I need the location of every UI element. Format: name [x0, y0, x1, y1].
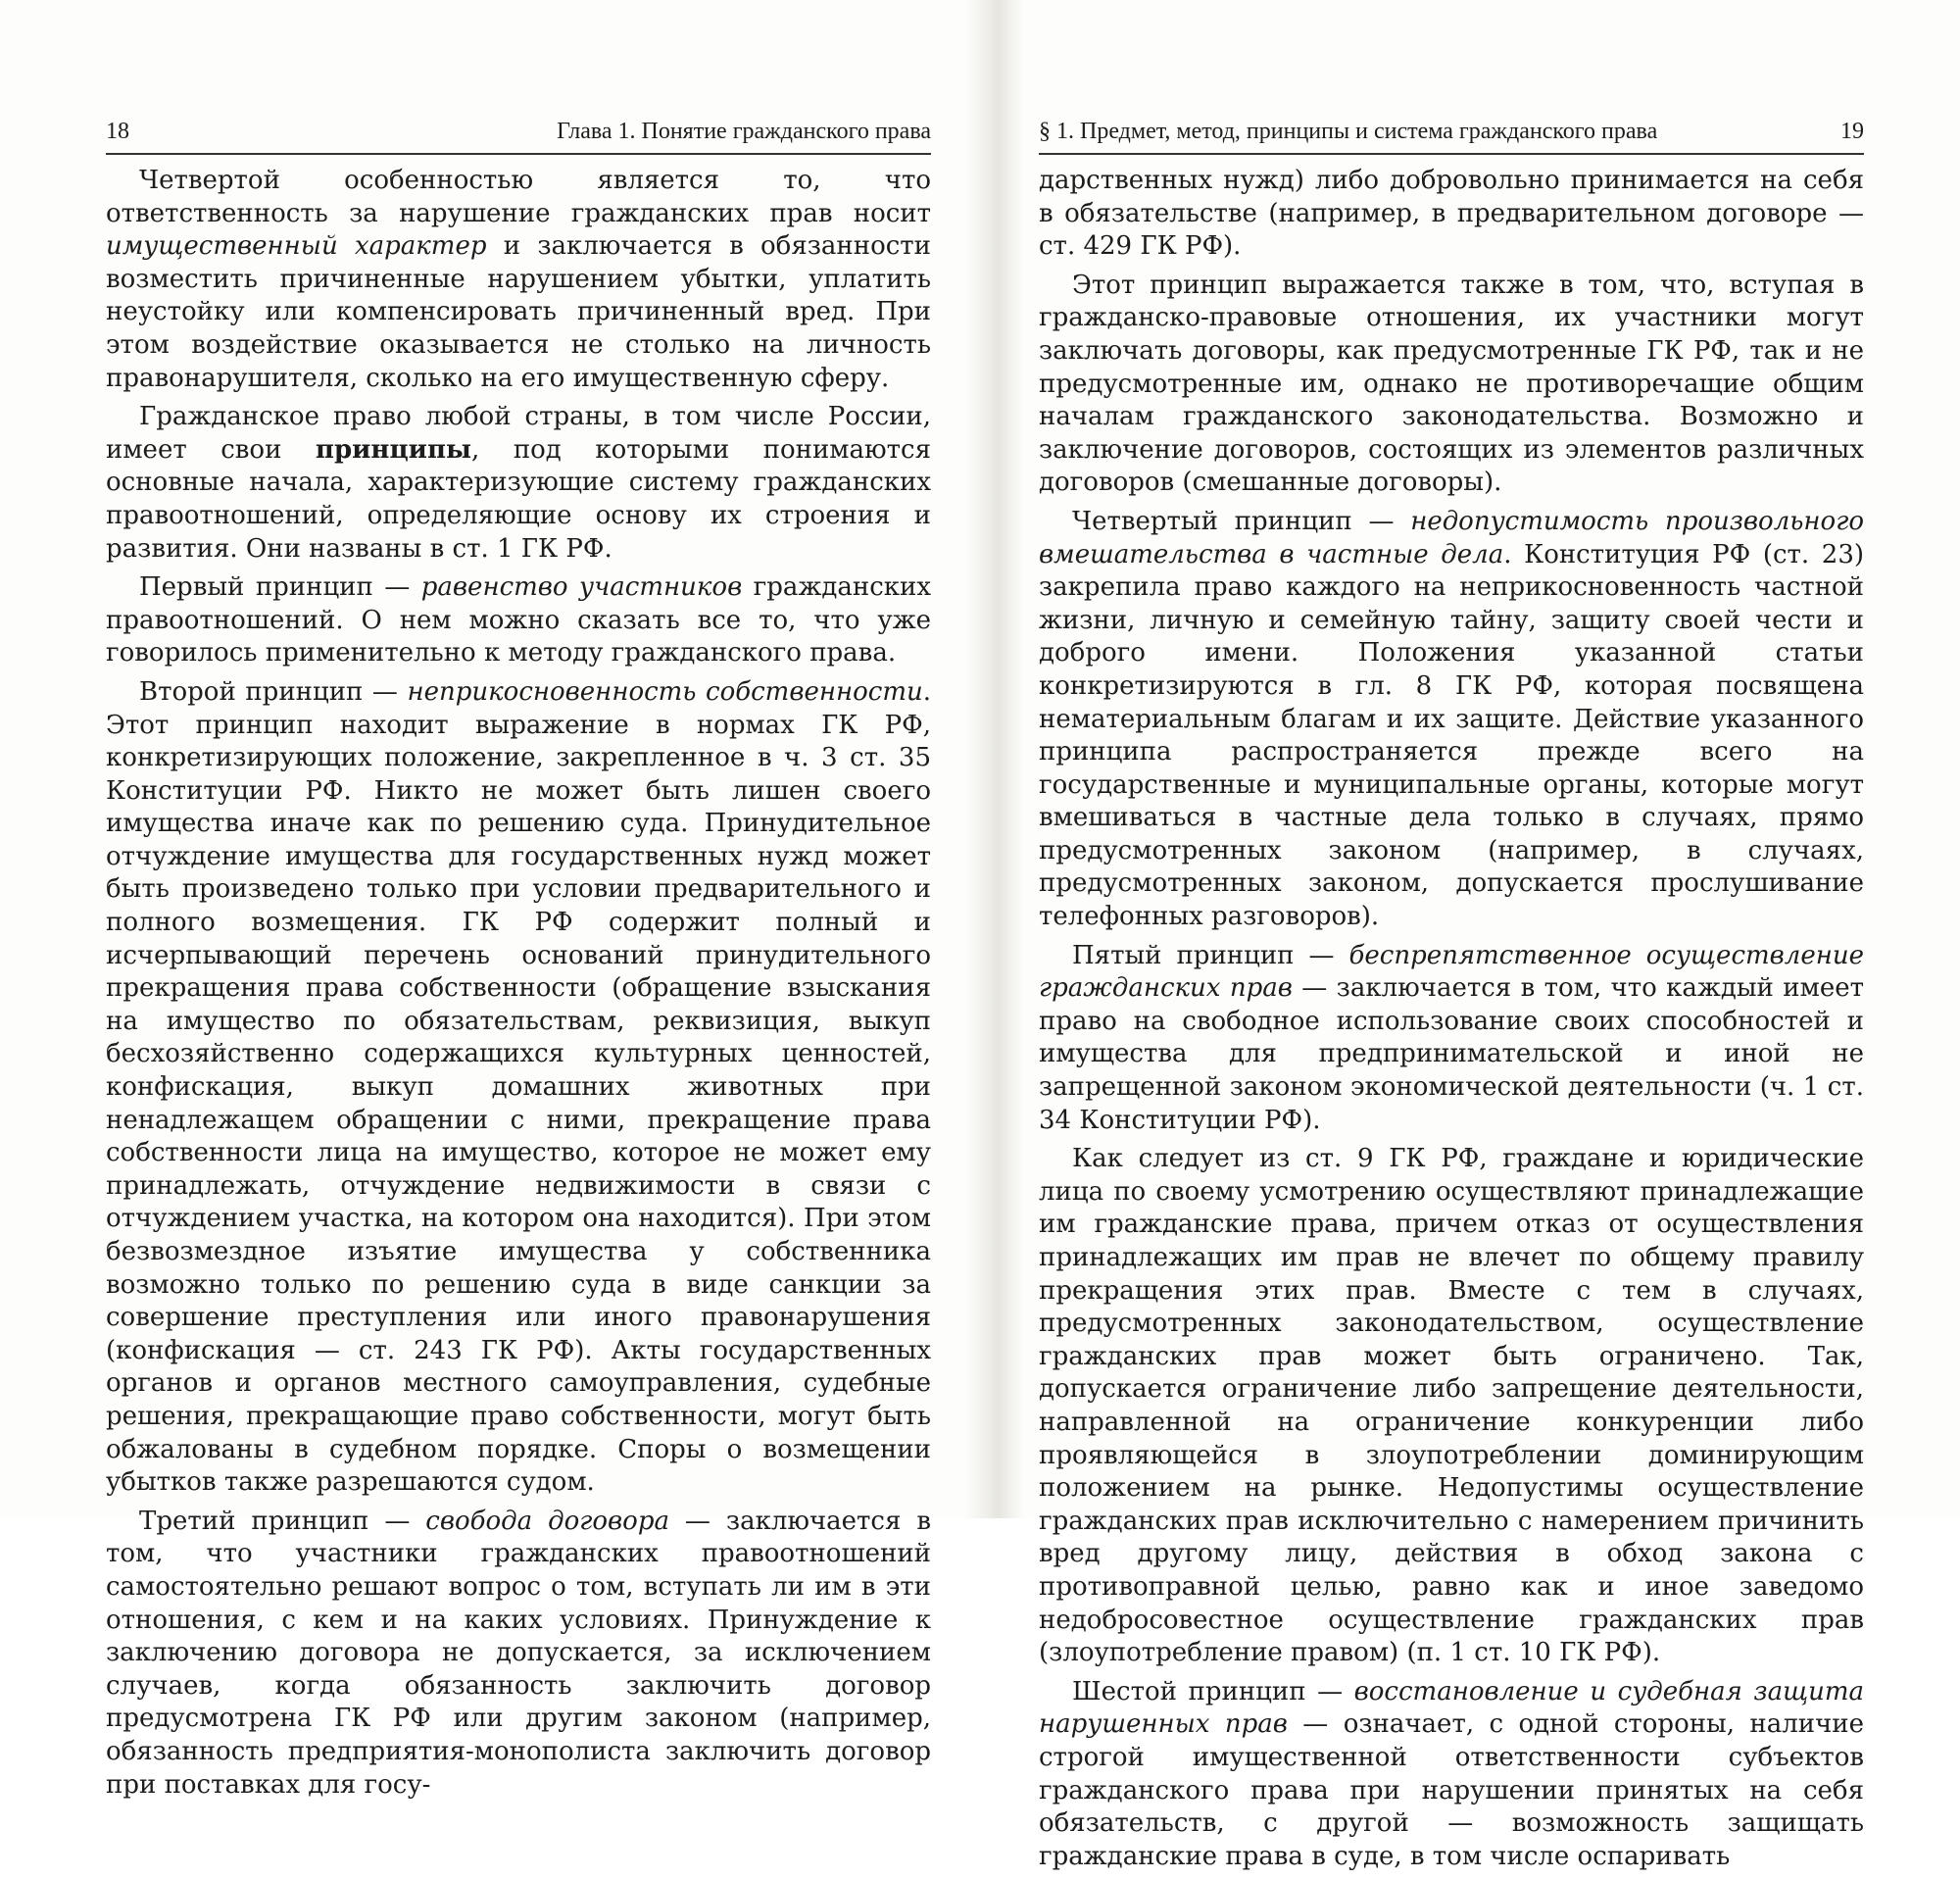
text-run: Четвертой особенностью является то, что ответственность за нарушение гражданских прав носит — [106, 166, 931, 228]
left-running-title: Глава 1. Понятие гражданского права — [557, 119, 931, 144]
right-page — [1039, 110, 1864, 1879]
italic-term: имущественный характер — [106, 231, 487, 262]
text-run: , под которыми понимаются основные начала, характеризующие систему гражданских правоотношений, определяющие основу их строения и развития. Они названы в ст. 1 ГК РФ. — [106, 434, 932, 564]
paragraph — [106, 165, 931, 395]
paragraph — [1039, 165, 1864, 264]
paragraph — [106, 676, 931, 1500]
left-page-body — [106, 165, 931, 1802]
text-run: и заключается в обязанности возместить причиненные нарушением убытки, уплатить неустойку или компенсировать причиненный вред. При этом воздействие оказывается не столько на личность правонарушителя, сколько на его имущественную сферу. — [106, 231, 931, 393]
text-run: гражданских правоотношений. О нем можно сказать все то, что уже говорилось применительно к методу гражданского права. — [106, 572, 931, 668]
right-running-title: § 1. Предмет, метод, принципы и система гражданского права — [1039, 119, 1658, 144]
paragraph — [1039, 1143, 1864, 1670]
text-run: Четвертый принцип — — [1072, 506, 1411, 536]
italic-term: свобода договора — [425, 1506, 669, 1536]
italic-term: равенство участников — [420, 572, 743, 603]
paragraph — [106, 401, 931, 566]
italic-term: беспрепятственное осуществление гражданских прав — [1039, 940, 1864, 1004]
paragraph — [106, 571, 931, 670]
right-running-head — [1039, 110, 1864, 155]
book-gutter — [965, 0, 1024, 1518]
paragraph — [1039, 270, 1864, 500]
text-run: Шестой принцип — — [1072, 1676, 1354, 1706]
paragraph — [1039, 506, 1864, 934]
text-run: — заключается в том, что участники гражданских правоотношений самостоятельно решают вопрос о том, вступать ли им в эти отношения, с кем и на каких условиях. Принуждение к заключению договора не допускается, за исключением случаев, когда обязанность заключить договор предусмотрена ГК РФ или другим законом (например, обязанность предприятия-монополиста заключить договор при поставках для госу- — [106, 1506, 931, 1800]
text-run: . Конституция РФ (ст. 23) закрепила право каждого на неприкосновенность частной жизни, личную и семейную тайну, защиту своей чести и доброго имени. Положения указанной статьи конкретизируются в гл. 8 ГК РФ, которая посвящена нематериальным благам и их защите. Действие указанного принципа распространяется прежде всего на государственные и муниципальные органы, которые могут вмешиваться в частные дела только в случаях, прямо предусмотренных законом (например, в случаях, предусмотренных законом, допускается прослушивание телефонных разговоров). — [1039, 539, 1865, 932]
left-page-number: 18 — [106, 119, 129, 144]
italic-term: недопустимость произвольного вмешательства в частные дела — [1039, 506, 1864, 569]
text-run: Второй принцип — — [139, 676, 408, 707]
paragraph — [1039, 940, 1864, 1138]
italic-term: неприкосновенность собственности — [407, 676, 923, 707]
text-run: — означает, с одной стороны, наличие строгой имущественной ответственности субъектов гражданского права при нарушении принятых на себя обязательств, с другой — возможность защищать гражданские права в суде, в том числе оспаривать — [1039, 1709, 1864, 1871]
text-run: Первый принцип — — [139, 572, 421, 603]
text-run: . Этот принцип находит выражение в нормах ГК РФ, конкретизирующих положение, закрепленное в ч. 3 ст. 35 Конституции РФ. Никто не может быть лишен своего имущества иначе как по решению суда. Принудительное отчуждение имущества для государственных нужд может быть произведено только при условии предварительного и полного возмещения. ГК РФ содержит полный и исчерпывающий перечень оснований принудительного прекращения права собственности (обращение взыскания на имущество по обязательствам, реквизиция, выкуп бесхозяйственно содержащихся культурных ценностей, конфискация, выкуп домашних животных при ненадлежащем обращении с ними, прекращение права собственности лица на имущество, которое не может ему принадлежать, отчуждение недвижимости в связи с отчуждением участка, на котором она находится). При этом безвозмездное изъятие имущества у собственника возможно только по решению суда в виде санкции за совершение преступления или иного правонарушения (конфискация — ст. 243 ГК РФ). Акты государственных органов и органов местного самоуправления, судебные решения, прекращающие право собственности, могут быть обжалованы в судебном порядке. Споры о возмещении убытков также разрешаются судом. — [106, 676, 931, 1498]
italic-term: восстановление и судебная защита нарушенных прав — [1039, 1676, 1864, 1740]
text-run: Гражданское право любой страны, в том числе России, имеет свои — [106, 402, 931, 465]
text-run: — заключается в том, что каждый имеет право на свободное использование своих способностей и имущества для предпринимательской и иной не запрещенной законом экономической деятельности (ч. 1 ст. 34 Конституции РФ). — [1039, 973, 1864, 1135]
text-run: Этот принцип выражается также в том, что, вступая в гражданско-правовые отношения, их участники могут заключать договоры, как предусмотренные ГК РФ, так и не предусмотренные им, однако не противоречащие общим началам гражданского законодательства. Возможно и заключение договоров, состоящих из элементов различных договоров (смешанные договоры). — [1039, 270, 1864, 498]
right-page-body — [1039, 165, 1864, 1873]
left-page — [106, 110, 931, 1807]
left-running-head — [106, 110, 931, 155]
paragraph — [106, 1506, 931, 1802]
text-run: Как следует из ст. 9 ГК РФ, граждане и юридические лица по своему усмотрению осуществляют принадлежащие им гражданские права, причем отказ от осуществления принадлежащих им прав не влечет по общему правилу прекращения этих прав. Вместе с тем в случаях, предусмотренных законодательством, осуществление гражданских прав может быть ограничено. Так, допускается ограничение либо запрещение деятельности, направленной на ограничение конкуренции либо проявляющейся в злоупотреблении доминирующим положением на рынке. Недопустимы осуществление гражданских прав исключительно с намерением причинить вред другому лицу, действия в обход закона с противоправной целью, равно как и иное заведомо недобросовестное осуществление гражданских прав (злоупотребление правом) (п. 1 ст. 10 ГК РФ). — [1039, 1144, 1864, 1668]
text-run: дарственных нужд) либо добровольно принимается на себя в обязательстве (например, в предварительном договоре — ст. 429 ГК РФ). — [1039, 166, 1864, 262]
text-run: Пятый принцип — — [1072, 940, 1349, 970]
right-page-number: 19 — [1840, 119, 1864, 144]
text-run: Третий принцип — — [139, 1506, 426, 1536]
paragraph — [1039, 1676, 1864, 1874]
bold-term: принципы — [315, 434, 472, 465]
